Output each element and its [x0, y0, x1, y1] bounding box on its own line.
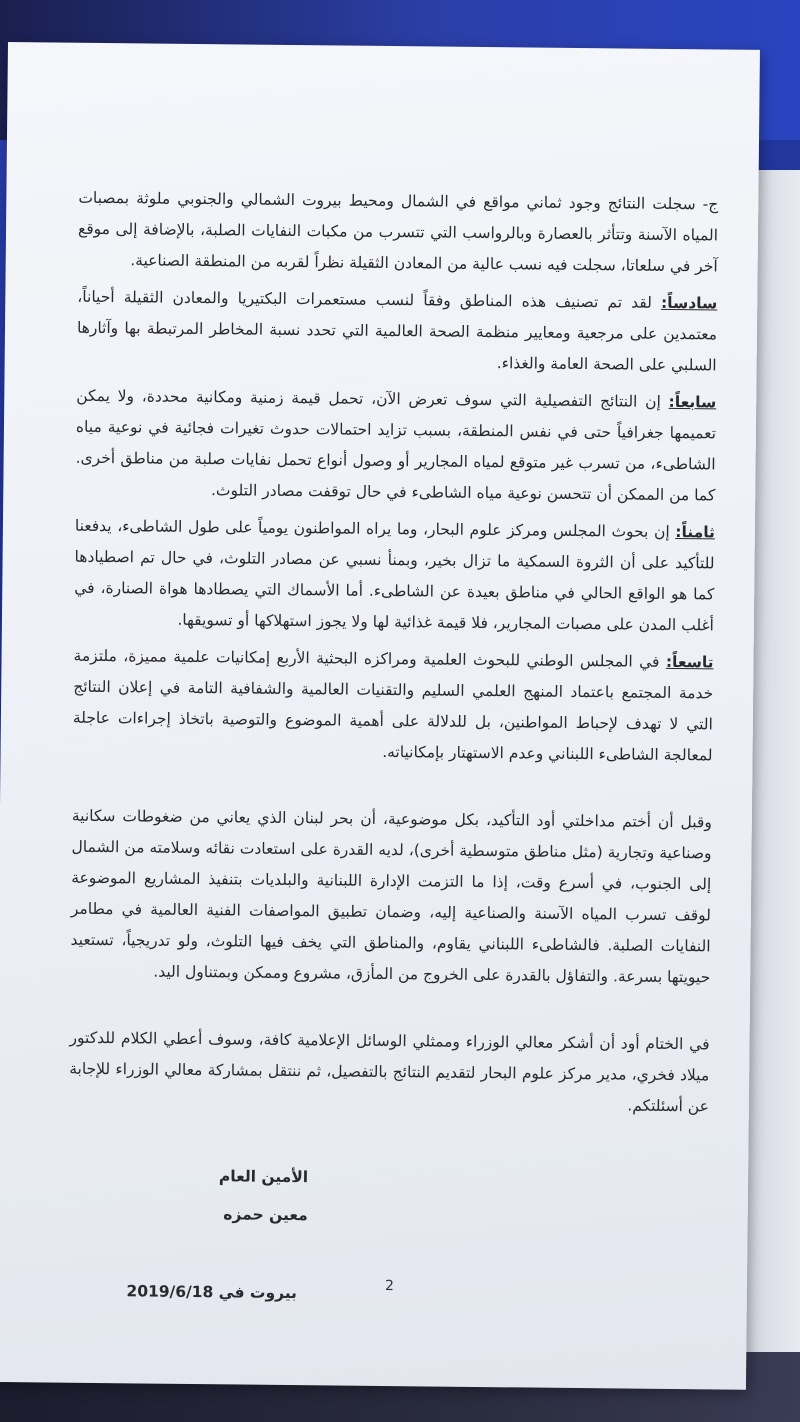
paragraph-text: إن بحوث المجلس ومركز علوم البحار، وما يراه المواطنون يومياً على طول الشاطىء، يدفعنا للتأكيد على أن الثروة السمكية ما تزال بخير، وبمنأ نسبي عن مصادر التلوث، في حال تم اصطيادها كما هو الواقع الحالي في مناطق بعيدة عن الشاطىء. أما الأسماك التي يصطادها هواة الصنارة، في أغلب المدن على مصبات المجارير، فلا قيمة غذائية لها ولا يجوز استهلاكها أو تسويقها.	[74, 516, 715, 635]
paragraph-eighth	[74, 511, 715, 642]
paragraph-text: وقبل أن أختم مداخلتي أود التأكيد، بكل موضوعية، أن بحر لبنان الذي يعاني من ضغوطات سكانية وصناعية وتجارية (مثل مناطق متوسطية أخرى)، لديه القدرة على استعادت نقائه وسلامته من الشمال إلى الجنوب، في أسرع وقت، إذا ما التزمت الإدارة اللبنانية والبلديات بتنفيذ المشاريع الموضوعة لوقف تسرب المياه الآسنة والصناعية إليه، وضمان تطبيق المواصفات الفنية العالمية في مطامر النفايات الصلبة. فالشاطىء اللبناني يقاوم، والمناطق التي يخف فيها التلوث، ولو تدريجياً، تستعيد حيويتها بسرعة. والتفاؤل بالقدرة على الخروج من المأزق، مشروع وممكن وبمتناول اليد.	[70, 806, 712, 987]
paragraph-text: ج- سجلت النتائج وجود ثماني مواقع في الشمال ومحيط بيروت الشمالي والجنوبي ملوثة بمصبات المياه الآسنة وتتأثر بالعصارة وبالرواسب التي تتسرب من مكبات النفايات الصلبة، بالإضافة إلى موقع آخر في سلعاتا، سجلت فيه نسب عالية من المعادن الثقيلة نظراً لقربه من المنطقة الصناعية.	[77, 188, 719, 276]
signature-title: الأمين العام	[218, 1167, 309, 1187]
signature-name: معين حمزه	[223, 1205, 308, 1225]
paragraph-label: تاسعاً:	[665, 652, 714, 672]
paragraph-text: لقد تم تصنيف هذه المناطق وفقاً لنسب مستعمرات البكتيريا والمعادن الثقيلة أحياناً، معتمدين على مرجعية ومعايير منظمة الصحة العالمية التي تحدد نسبة المخاطر المرتبطة بها وآثارها السلبي على الصحة العامة والغذاء.	[76, 287, 718, 375]
document-body	[67, 183, 719, 1314]
paragraph-seventh	[75, 381, 716, 512]
paragraph-label: سابعاً:	[668, 392, 717, 412]
signature-block	[68, 1156, 709, 1239]
paragraph-c	[78, 183, 719, 283]
paragraph-sixth	[77, 282, 718, 382]
page-number: 2	[384, 1278, 394, 1295]
paragraph-text: إن النتائج التفصيلية التي سوف تعرض الآن، تحمل قيمة زمنية ومكانية محددة، ولا يمكن تعميمها جغرافياً حتى في نفس المنطقة، بسبب تزايد احتمالات حدوث تغيرات فجائية في نوعية مياه الشاطىء، من تسرب غير متوقع لمياه المجارير أو وصول أنواع تحمل نفايات صلبة من مناطق أخرى. كما من الممكن أن تتحسن نوعية مياه الشاطىء في حال توقفت مصادر التلوث.	[75, 386, 717, 505]
paragraph-text: في الختام أود أن أشكر معالي الوزراء وممثلي الوسائل الإعلامية كافة، وسوف أعطي الكلام للدكتور ميلاد فخري، مدير مركز علوم البحار لتقديم النتائج بالتفصيل، ثم ننتقل بمشاركة معالي الوزراء للإجابة عن أسئلتكم.	[69, 1028, 710, 1116]
paragraph-ninth	[72, 641, 713, 772]
document-page	[0, 42, 760, 1390]
paragraph-label: ثامناً:	[675, 523, 715, 542]
paragraph-text: في المجلس الوطني للبحوث العلمية ومراكزه البحثية الأربع إمكانيات علمية مميزة، ملتزمة خدمة المجتمع باعتماد المنهج العلمي السليم والتقنيات العالمية والشفافية التامة في إعلان النتائج التي لا تهدف لإحباط المواطنين، بل للدلالة على أهمية الموضوع والتوصية باتخاذ إجراءات عاجلة لمعالجة الشاطىء اللبناني وعدم الاستهتار بإمكانياته.	[72, 646, 714, 765]
document-date: بيروت في 2019/6/18	[126, 1282, 298, 1303]
paragraph-label: سادساً:	[660, 293, 718, 313]
paragraph-closing-remarks	[70, 801, 712, 994]
paragraph-thanks	[69, 1023, 710, 1123]
